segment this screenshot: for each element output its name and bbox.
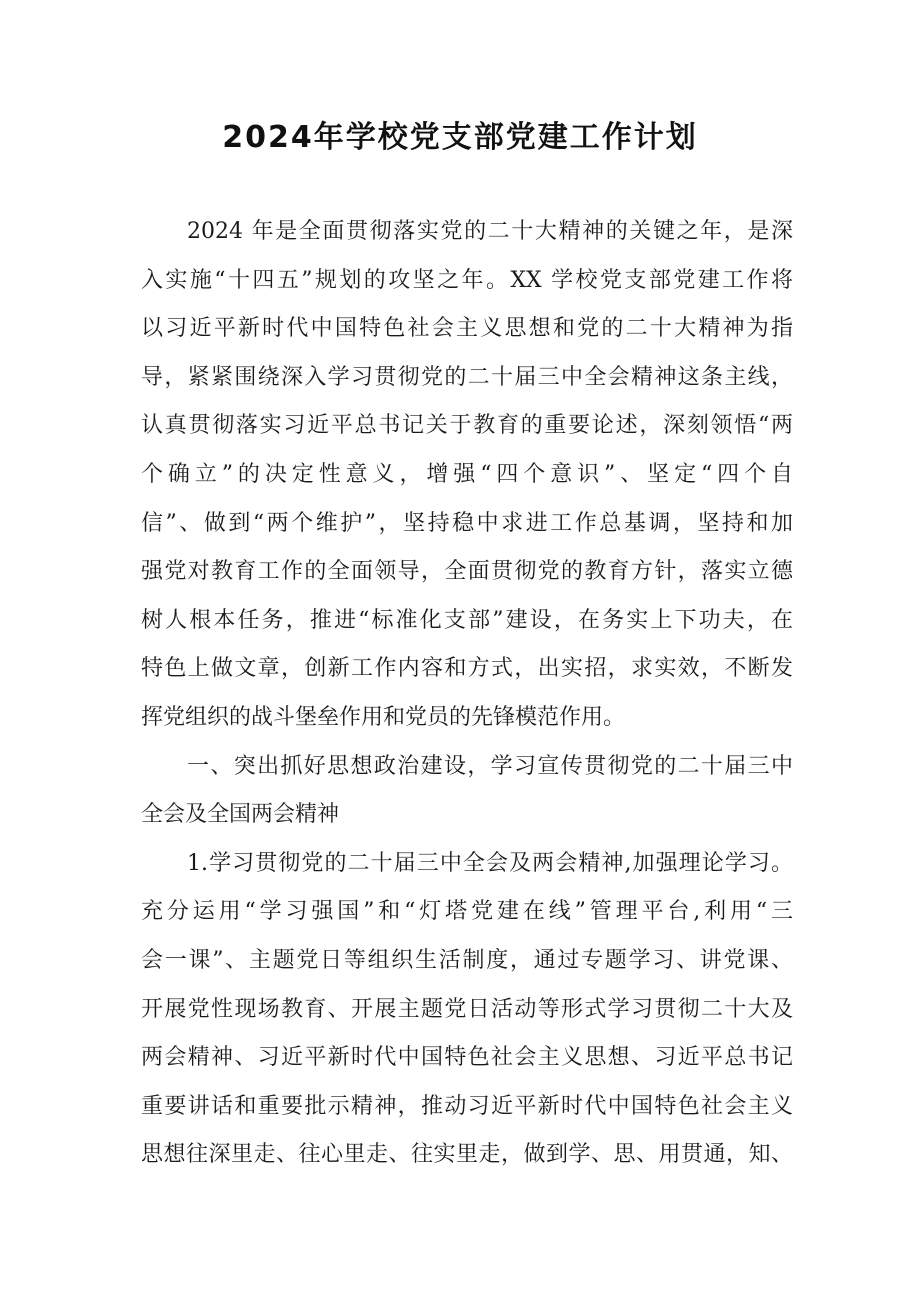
paragraph-line: 挥党组织的战斗堡垒作用和党员的先锋模范作用。 [141, 704, 626, 730]
paragraph-line: 以习近平新时代中国特色社会主义思想和党的二十大精神为指 [141, 316, 793, 342]
section-heading-line: 一、突出抓好思想政治建设，学习宣传贯彻党的二十届三中 [187, 753, 793, 779]
paragraph-line: 信”、做到“两个维护”，坚持稳中求进工作总基调，坚持和加 [141, 510, 793, 536]
paragraph-line: 2024 年是全面贯彻落实党的二十大精神的关键之年，是深 [187, 219, 793, 244]
document-body [141, 208, 793, 1180]
paragraph-line: 开展党性现场教育、开展主题党日活动等形式学习贯彻二十大及 [141, 996, 793, 1022]
paragraph-line: 两会精神、习近平新时代中国特色社会主义思想、习近平总书记 [141, 1045, 793, 1071]
paragraph-line: 重要讲话和重要批示精神，推动习近平新时代中国特色社会主义 [141, 1093, 793, 1119]
paragraph-line: 树人根本任务，推进“标准化支部”建设，在务实上下功夫，在 [141, 607, 793, 633]
paragraph-line: 入实施“十四五”规划的攻坚之年。XX 学校党支部党建工作将 [141, 267, 793, 293]
section-heading-line: 全会及全国两会精神 [141, 802, 340, 828]
paragraph-line: 会一课”、主题党日等组织生活制度，通过专题学习、讲党课、 [141, 947, 793, 973]
paragraph-line: 强党对教育工作的全面领导，全面贯彻党的教育方针，落实立德 [141, 559, 793, 585]
paragraph-line: 思想往深里走、往心里走、往实里走，做到学、思、用贯通，知、 [141, 1142, 793, 1168]
paragraph-line: 1.学习贯彻党的二十届三中全会及两会精神,加强理论学习。 [187, 850, 793, 876]
paragraph-line: 导，紧紧围绕深入学习贯彻党的二十届三中全会精神这条主线， [141, 364, 793, 390]
paragraph-line: 个确立”的决定性意义，增强“四个意识”、坚定“四个自 [141, 461, 793, 487]
paragraph-line: 充分运用“学习强国”和“灯塔党建在线”管理平台,利用“三 [141, 899, 793, 925]
paragraph-line: 认真贯彻落实习近平总书记关于教育的重要论述，深刻领悟“两 [141, 413, 793, 439]
paragraph-line: 特色上做文章，创新工作内容和方式，出实招，求实效，不断发 [141, 656, 793, 682]
document-title: 2024年学校党支部党建工作计划 [222, 120, 698, 155]
